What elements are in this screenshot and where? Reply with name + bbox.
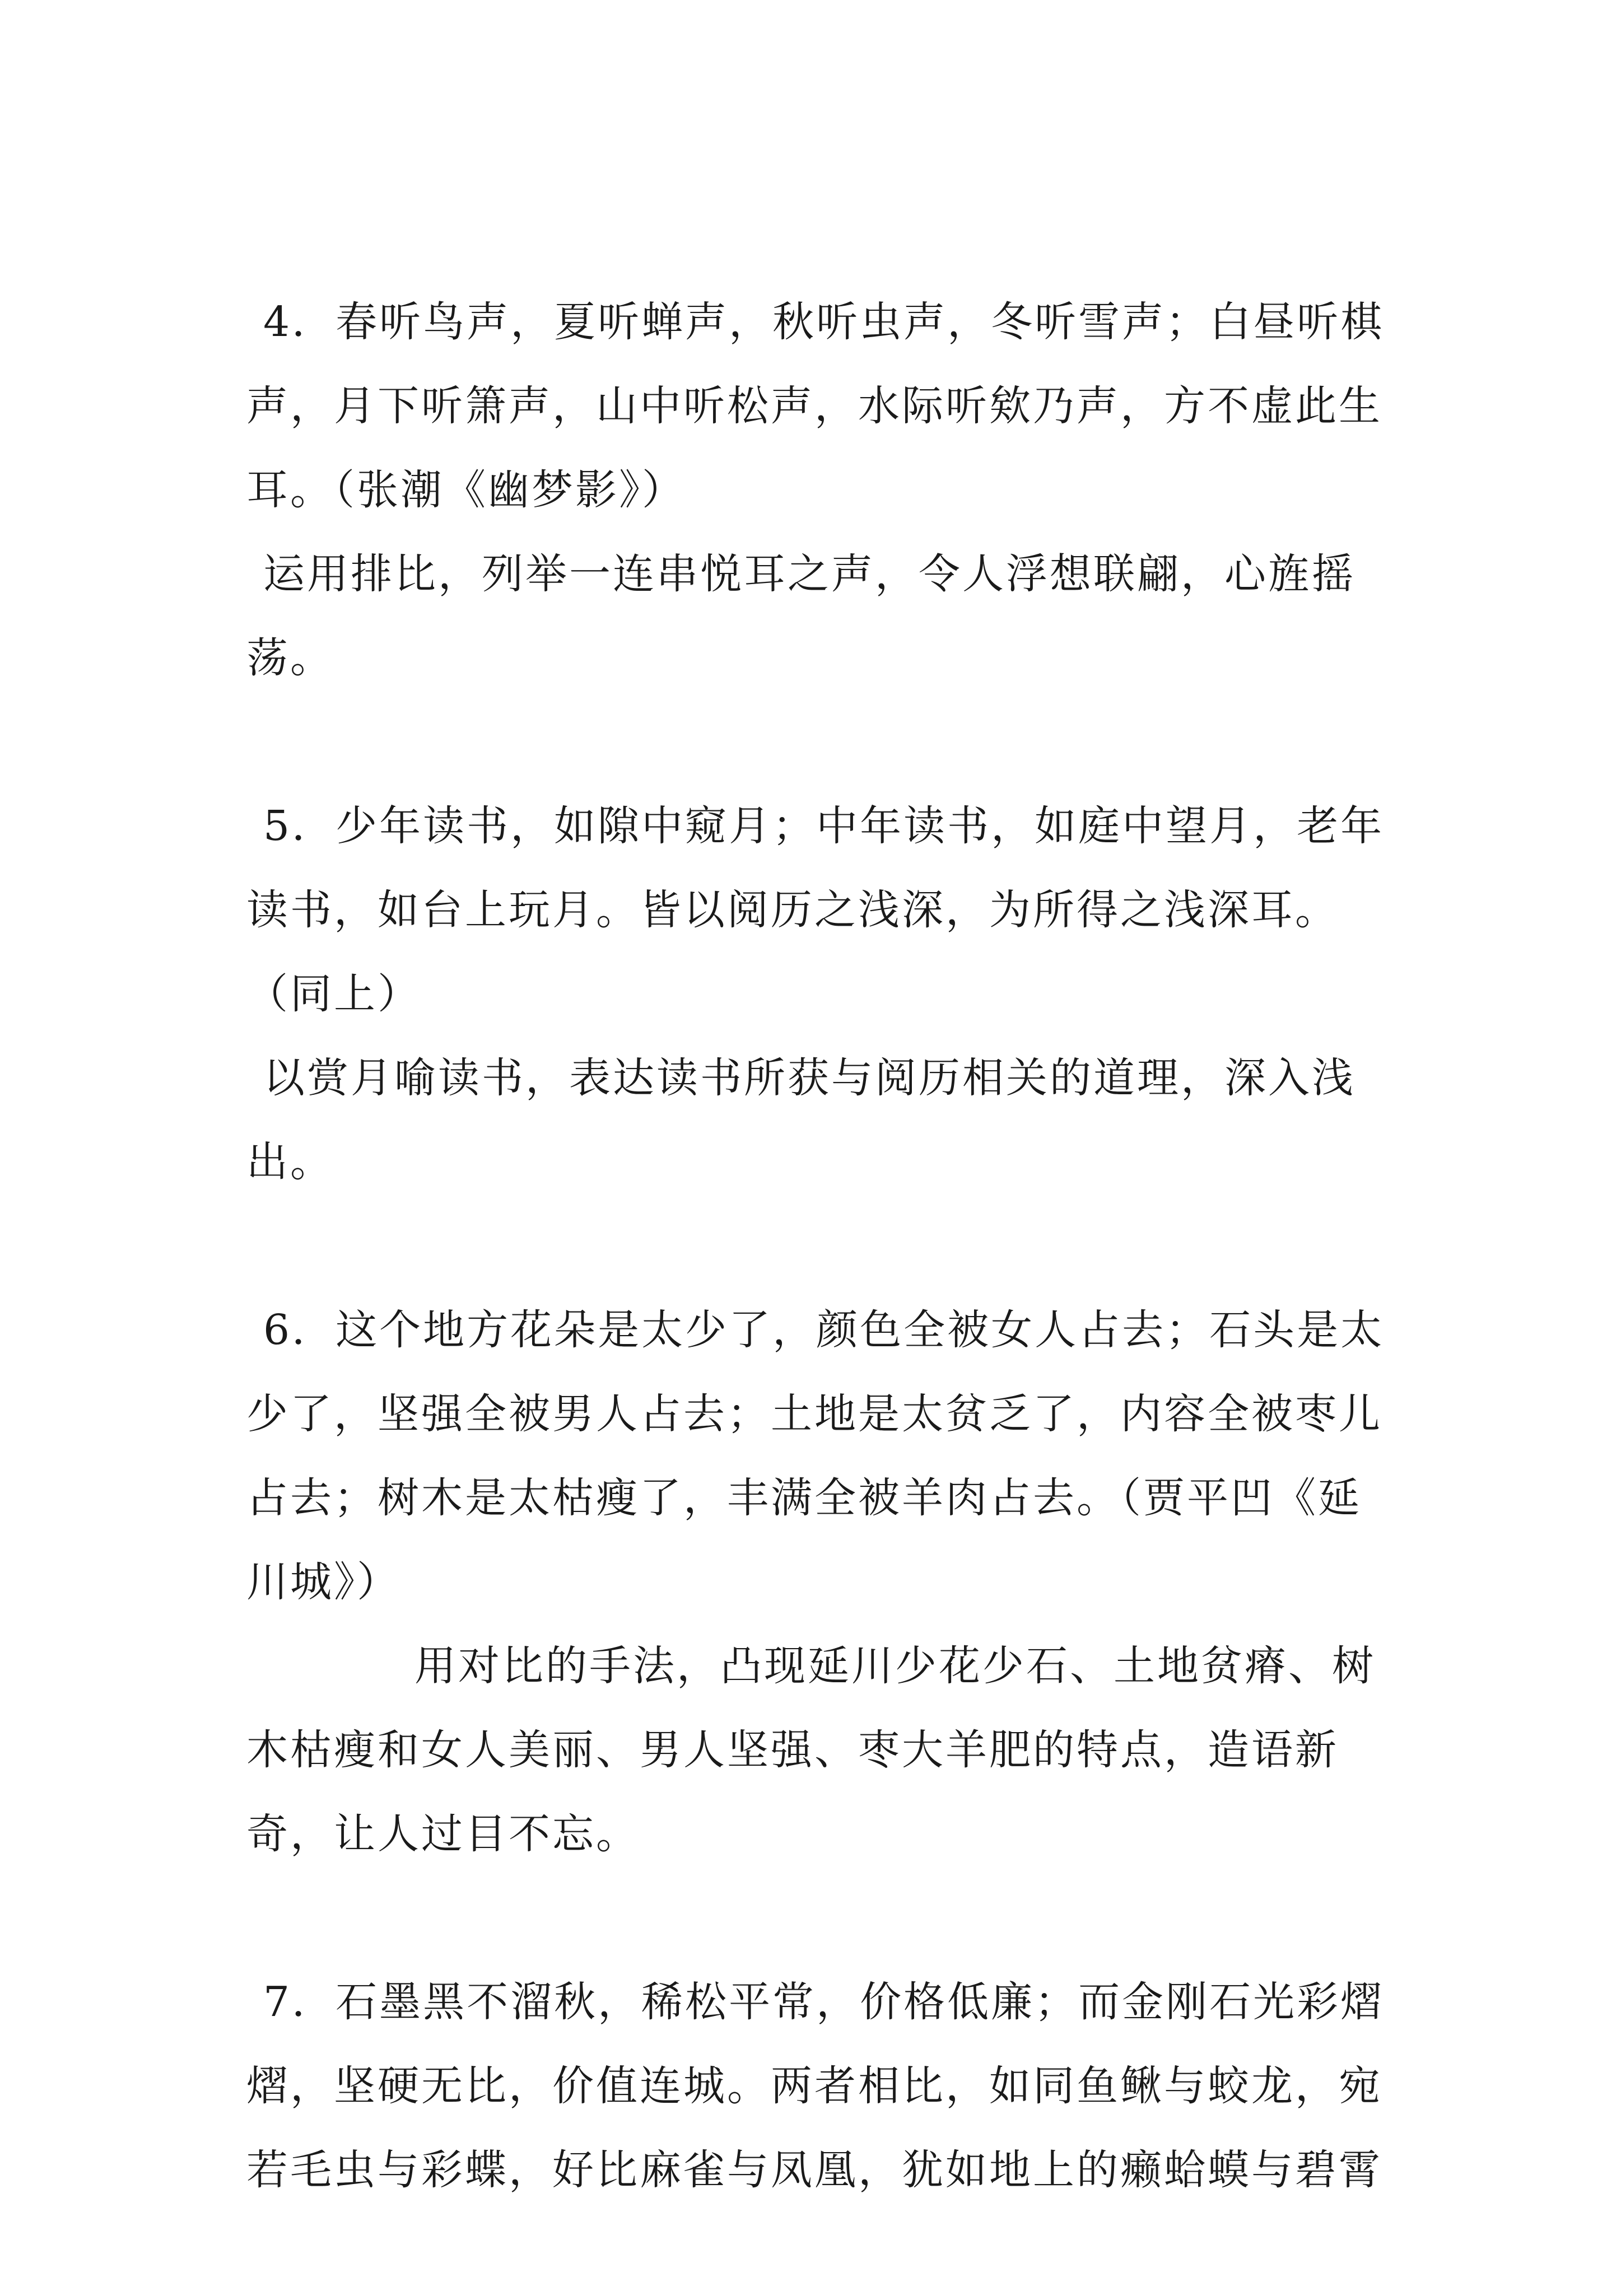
entry-4 bbox=[246, 280, 1389, 700]
entry-quote: 4．春听鸟声，夏听蝉声，秋听虫声，冬听雪声；白昼听棋声，月下听箫声，山中听松声，水际听欸乃声，方不虚此生耳。（张潮《幽梦影》） bbox=[246, 298, 1385, 514]
entry-7 bbox=[246, 1960, 1389, 2212]
entry-quote: 6．这个地方花朵是太少了，颜色全被女人占去；石头是太少了，坚强全被男人占去；土地是太贫乏了，内容全被枣儿占去；树木是太枯瘦了，丰满全被羊肉占去。（贾平凹《延川城》） bbox=[246, 1306, 1385, 1606]
entry-6 bbox=[246, 1288, 1389, 1876]
entry-5 bbox=[246, 784, 1389, 1204]
document-body bbox=[246, 280, 1389, 2296]
entry-quote: 7．石墨黑不溜秋，稀松平常，价格低廉；而金刚石光彩熠熠，坚硬无比，价值连城。两者相比，如同鱼鳅与蛟龙，宛若毛虫与彩蝶，好比麻雀与凤凰，犹如地上的癞蛤蟆与碧霄 bbox=[246, 1978, 1385, 2194]
entry-comment: 运用排比，列举一连串悦耳之声，令人浮想联翩，心旌摇荡。 bbox=[246, 550, 1356, 682]
entry-quote: 5．少年读书，如隙中窥月；中年读书，如庭中望月，老年读书，如台上玩月。皆以阅历之浅深，为所得之浅深耳。（同上） bbox=[246, 802, 1385, 1018]
entry-comment: 以赏月喻读书，表达读书所获与阅历相关的道理，深入浅出。 bbox=[246, 1054, 1356, 1186]
entry-comment: 用对比的手法，凸现延川少花少石、土地贫瘠、树木枯瘦和女人美丽、男人坚强、枣大羊肥的特点，造语新奇，让人过目不忘。 bbox=[246, 1642, 1376, 1858]
